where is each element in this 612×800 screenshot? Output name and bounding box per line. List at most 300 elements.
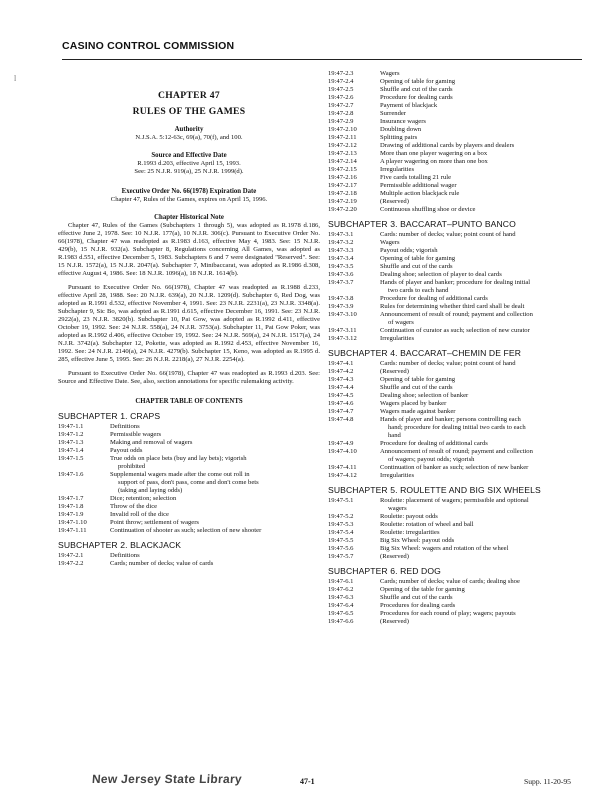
toc-title-line: Making and removal of wagers <box>110 439 193 446</box>
left-toc-sections <box>58 412 320 568</box>
supplement-date: Supp. 11-20-95 <box>524 777 571 786</box>
toc-section-title <box>110 471 320 495</box>
toc-entry <box>328 327 590 335</box>
toc-title-line: Supplemental wagers made after the come out roll in <box>110 471 250 478</box>
toc-entry <box>328 78 590 86</box>
toc-section-title <box>380 416 590 440</box>
toc-section-title <box>380 182 590 190</box>
source-heading: Source and Effective Date <box>151 152 227 159</box>
toc-section-number: 19:47-2.3 <box>328 70 354 77</box>
toc-section-number: 19:47-6.3 <box>328 594 354 601</box>
toc-section-number: 19:47-3.11 <box>328 327 357 334</box>
toc-entry <box>328 392 590 400</box>
toc-section-title <box>380 110 590 118</box>
toc-entry <box>328 400 590 408</box>
toc-entry <box>328 126 590 134</box>
toc-entry <box>58 503 320 511</box>
source-line-1: R.1993 d.203, effective April 15, 1993. <box>137 160 241 167</box>
toc-section-title <box>380 86 590 94</box>
toc-entry <box>328 464 590 472</box>
toc-section-title <box>380 448 590 464</box>
toc-entry <box>328 408 590 416</box>
toc-title-line: prohibited <box>118 463 146 470</box>
toc-entry <box>328 303 590 311</box>
page-number: 47-1 <box>300 777 315 786</box>
toc-section-number: 19:47-3.2 <box>328 239 354 246</box>
toc-section-number: 19:47-2.7 <box>328 102 354 109</box>
toc-title-line: Roulette: payout odds <box>380 513 438 520</box>
toc-title-line: Dealing shoe; selection of banker <box>380 392 469 399</box>
toc-section-title <box>380 610 590 618</box>
toc-section-number: 19:47-5.5 <box>328 537 354 544</box>
toc-entry <box>328 440 590 448</box>
subchapter-heading: SUBCHAPTER 6. RED DOG <box>328 566 441 576</box>
toc-section-number: 19:47-2.16 <box>328 174 357 181</box>
toc-section-number: 19:47-4.12 <box>328 472 357 479</box>
historical-note-heading: Chapter Historical Note <box>154 214 224 221</box>
toc-section-title <box>380 134 590 142</box>
toc-entry <box>328 231 590 239</box>
toc-section-title <box>380 537 590 545</box>
toc-section-number: 19:47-2.4 <box>328 78 354 85</box>
toc-section-number: 19:47-1.1 <box>58 423 84 430</box>
toc-section-title <box>380 158 590 166</box>
toc-entry <box>328 376 590 384</box>
toc-section-number: 19:47-2.20 <box>328 206 357 213</box>
subchapter-entries <box>328 360 590 480</box>
toc-entry <box>328 198 590 206</box>
right-toc-sections <box>328 220 590 626</box>
toc-entry <box>328 279 590 295</box>
toc-title-line: Announcement of result of round; payment and collection <box>380 311 533 318</box>
toc-title-line: True odds on place bets (buy and lay bets); vigorish <box>110 455 247 462</box>
toc-section-title <box>380 464 590 472</box>
toc-title-line: Continuation of banker as such; selection of new banker <box>380 464 529 471</box>
toc-section-number: 19:47-2.6 <box>328 94 354 101</box>
toc-section-title <box>110 560 320 568</box>
toc-section-number: 19:47-5.1 <box>328 497 354 504</box>
toc-entry <box>58 431 320 439</box>
toc-title-line: Roulette: placement of wagers; permissible and optional <box>380 497 529 504</box>
toc-section-title <box>380 271 590 279</box>
toc-section-number: 19:47-4.9 <box>328 440 354 447</box>
toc-section-number: 19:47-2.13 <box>328 150 357 157</box>
toc-section-number: 19:47-2.17 <box>328 182 357 189</box>
toc-section-title <box>110 423 320 431</box>
toc-section-number: 19:47-1.5 <box>58 455 84 462</box>
toc-entry <box>328 150 590 158</box>
toc-title-line: Wagers <box>380 70 400 77</box>
toc-section-title <box>380 198 590 206</box>
toc-entry <box>58 447 320 455</box>
toc-section-number: 19:47-1.9 <box>58 511 84 518</box>
toc-section-number: 19:47-2.5 <box>328 86 354 93</box>
running-header: CASINO CONTROL COMMISSION <box>62 40 235 52</box>
toc-entry <box>328 384 590 392</box>
toc-section-number: 19:47-2.8 <box>328 110 354 117</box>
toc-section-number: 19:47-2.10 <box>328 126 357 133</box>
toc-entry <box>328 448 590 464</box>
authority-text: N.J.S.A. 5:12-63c, 69(a), 70(f), and 100. <box>135 134 243 141</box>
toc-section-title <box>380 231 590 239</box>
toc-title-line: of wagers; payout odds; vigorish <box>388 456 475 463</box>
toc-section-number: 19:47-5.6 <box>328 545 354 552</box>
toc-section-title <box>380 190 590 198</box>
toc-section-title <box>110 552 320 560</box>
toc-section-number: 19:47-5.2 <box>328 513 354 520</box>
toc-title-line: Payout odds; vigorish <box>380 247 438 254</box>
toc-section-title <box>380 247 590 255</box>
toc-entry <box>328 182 590 190</box>
toc-section-title <box>380 360 590 368</box>
toc-title-line: (Reserved) <box>380 368 409 375</box>
toc-section-title <box>380 303 590 311</box>
toc-entry <box>58 455 320 471</box>
toc-title-line: Procedure for dealing of additional cards <box>380 295 488 302</box>
toc-section-title <box>380 529 590 537</box>
executive-order-heading: Executive Order No. 66(1978) Expiration Date <box>121 188 257 195</box>
toc-title-line: Continuation of shooter as such; selection of new shooter <box>110 527 262 534</box>
toc-entry <box>328 263 590 271</box>
toc-section-number: 19:47-6.6 <box>328 618 354 625</box>
toc-section-number: 19:47-2.19 <box>328 198 357 205</box>
toc-title-line: Continuous shuffling shoe or device <box>380 206 476 213</box>
toc-title-line: Opening of table for gaming <box>380 376 456 383</box>
toc-section-number: 19:47-4.4 <box>328 384 354 391</box>
toc-title-line: Irregularities <box>380 335 415 342</box>
toc-section-number: 19:47-5.4 <box>328 529 354 536</box>
toc-entry <box>58 423 320 431</box>
toc-entry <box>58 552 320 560</box>
toc-entry <box>58 527 320 535</box>
toc-title-line: Multiple action blackjack rule <box>380 190 460 197</box>
historical-note-paragraph-1: Chapter 47, Rules of the Games (Subchapters 1 through 5), was adopted as R.1978 d.186, effective June 2, 1978. See: 10 N.J.R. 177(a), 10 N.J.R. 306(c). Pursuant to Executive Order No. 66(1978), Chapter 47 was readopted as R.1983 d.163, effective May 4, 1983. See: 15 N.J.R. 429(b), 15 N.J.R. 932(a). Subchapter 8, Regulations concerning All Games, was adopted as R.1983 d.551, effective December 5, 1983. Subchapters 6 and 7 were designated "Reserved". See: 15 N.J.R. 1572(a), 15 N.J.R. 2047(a). Subchapter 7, Minibaccarat, was adopted as R.1986 d.308, effective August 4, 1986. See: 18 N.J.R. 1096(a), 18 N.J.R. 1614(b). <box>58 222 320 277</box>
blackjack-toc-continued <box>328 70 590 214</box>
toc-entry <box>328 521 590 529</box>
toc-section-number: 19:47-1.8 <box>58 503 84 510</box>
toc-entry <box>328 174 590 182</box>
toc-title-line: Surrender <box>380 110 406 117</box>
toc-section-number: 19:47-5.7 <box>328 553 354 560</box>
toc-title-line: Dice; retention; selection <box>110 495 177 502</box>
toc-section-title <box>380 70 590 78</box>
toc-section-title <box>380 586 590 594</box>
toc-section-number: 19:47-4.8 <box>328 416 354 423</box>
toc-entry <box>328 594 590 602</box>
toc-section-title <box>110 519 320 527</box>
toc-section-number: 19:47-3.10 <box>328 311 357 318</box>
header-rule <box>62 59 582 60</box>
toc-section-title <box>380 513 590 521</box>
toc-section-title <box>110 455 320 471</box>
toc-section-number: 19:47-2.15 <box>328 166 357 173</box>
toc-section-title <box>380 263 590 271</box>
toc-title-line: Doubling down <box>380 126 422 133</box>
toc-title-line: Five cards totalling 21 rule <box>380 174 452 181</box>
toc-section-title <box>380 578 590 586</box>
toc-entry <box>328 271 590 279</box>
toc-section-title <box>380 602 590 610</box>
toc-section-title <box>380 392 590 400</box>
toc-section-number: 19:47-3.9 <box>328 303 354 310</box>
toc-title-line: Shuffle and cut of the cards <box>380 86 453 93</box>
toc-title-line: Big Six Wheel: wagers and rotation of the wheel <box>380 545 509 552</box>
toc-section-title <box>380 206 590 214</box>
toc-title-line: support of pass, don't pass, come and don't come bets <box>118 479 259 486</box>
toc-section-title <box>110 527 320 535</box>
toc-section-number: 19:47-3.12 <box>328 335 357 342</box>
authority-heading: Authority <box>174 126 204 133</box>
toc-entry <box>328 602 590 610</box>
toc-entry <box>58 519 320 527</box>
toc-title-line: Roulette: irregularities <box>380 529 440 536</box>
toc-title-line: Insurance wagers <box>380 118 426 125</box>
toc-section-title <box>380 150 590 158</box>
toc-entry <box>328 537 590 545</box>
toc-section-number: 19:47-6.2 <box>328 586 354 593</box>
toc-section-number: 19:47-6.4 <box>328 602 354 609</box>
toc-title-line: More than one player wagering on a box <box>380 150 488 157</box>
chapter-title: RULES OF THE GAMES <box>132 106 246 117</box>
toc-title-line: of wagers <box>388 319 414 326</box>
toc-entry <box>328 110 590 118</box>
toc-section-number: 19:47-2.14 <box>328 158 357 165</box>
toc-entry <box>328 255 590 263</box>
toc-section-number: 19:47-3.7 <box>328 279 354 286</box>
toc-section-title <box>380 174 590 182</box>
toc-title-line: (Reserved) <box>380 198 409 205</box>
toc-entry <box>58 560 320 568</box>
toc-entry <box>328 86 590 94</box>
toc-section-title <box>380 545 590 553</box>
toc-entry <box>328 70 590 78</box>
right-column <box>328 70 590 626</box>
toc-section-title <box>110 511 320 519</box>
toc-section-title <box>380 142 590 150</box>
subchapter-heading: SUBCHAPTER 2. BLACKJACK <box>58 540 182 550</box>
toc-section-number: 19:47-1.7 <box>58 495 84 502</box>
toc-section-title <box>110 447 320 455</box>
toc-title-line: hand; procedure for dealing initial two cards to each <box>388 424 526 431</box>
toc-entry <box>328 190 590 198</box>
toc-section-title <box>380 384 590 392</box>
toc-title-line: Big Six Wheel: payout odds <box>380 537 455 544</box>
toc-title-line: Throw of the dice <box>110 503 158 510</box>
toc-section-title <box>380 118 590 126</box>
toc-title-line: Permissible wagers <box>110 431 162 438</box>
toc-entry <box>328 118 590 126</box>
toc-title-line: Continuation of curator as such; selection of new curator <box>380 327 530 334</box>
toc-title-line: Payout odds <box>110 447 143 454</box>
toc-entry <box>58 439 320 447</box>
library-stamp: New Jersey State Library <box>91 772 243 786</box>
subchapter-heading: SUBCHAPTER 5. ROULETTE AND BIG SIX WHEELS <box>328 485 541 495</box>
toc-section-number: 19:47-1.4 <box>58 447 84 454</box>
toc-section-number: 19:47-6.1 <box>328 578 354 585</box>
toc-section-title <box>380 594 590 602</box>
toc-section-title <box>380 279 590 295</box>
toc-title-line: Permissible additional wager <box>380 182 457 189</box>
toc-entry <box>328 545 590 553</box>
toc-title-line: Announcement of result of round; payment and collection <box>380 448 533 455</box>
toc-section-number: 19:47-5.3 <box>328 521 354 528</box>
source-line-2: See: 25 N.J.R. 919(a), 25 N.J.R. 1999(d). <box>134 168 244 175</box>
toc-title-line: Wagers placed by banker <box>380 400 447 407</box>
toc-entry <box>328 311 590 327</box>
toc-title-line: Dealing shoe; selection of player to deal cards <box>380 271 502 278</box>
toc-title-line: Hands of player and banker; persons controlling each <box>380 416 521 423</box>
toc-section-title <box>380 618 590 626</box>
toc-title-line: Splitting pairs <box>380 134 418 141</box>
toc-section-title <box>380 335 590 343</box>
toc-title-line: Cards; number of decks; value of cards; dealing shoe <box>380 578 520 585</box>
toc-title-line: Procedure for dealing cards <box>380 94 453 101</box>
toc-entry <box>328 497 590 513</box>
left-column <box>58 70 320 568</box>
toc-entry <box>328 472 590 480</box>
toc-title-line: Rules for determining whether third card shall be dealt <box>380 303 525 310</box>
toc-section-number: 19:47-2.12 <box>328 142 357 149</box>
toc-entry <box>328 368 590 376</box>
toc-title-line: (Reserved) <box>380 618 409 625</box>
toc-title-line: Wagers made against banker <box>380 408 456 415</box>
toc-section-number: 19:47-1.11 <box>58 527 87 534</box>
toc-title-line: (taking and laying odds) <box>118 487 183 494</box>
toc-section-title <box>380 497 590 513</box>
toc-entry <box>328 102 590 110</box>
toc-title-line: Cards; number of decks; value of cards <box>110 560 214 567</box>
toc-title-line: Opening of table for gaming <box>380 255 456 262</box>
toc-title-line: Procedure for dealing of additional cards <box>380 440 488 447</box>
toc-section-title <box>380 102 590 110</box>
subchapter-heading: SUBCHAPTER 4. BACCARAT–CHEMIN DE FER <box>328 348 522 358</box>
toc-title-line: Hands of player and banker; procedure for dealing initial <box>380 279 531 286</box>
toc-section-title <box>380 94 590 102</box>
toc-section-title <box>380 376 590 384</box>
toc-section-title <box>380 553 590 561</box>
toc-title-line: Shuffle and cut of the cards <box>380 594 453 601</box>
toc-section-title <box>380 295 590 303</box>
subchapter-entries <box>58 423 320 535</box>
toc-section-title <box>380 408 590 416</box>
toc-section-number: 19:47-2.11 <box>328 134 357 141</box>
toc-section-title <box>380 239 590 247</box>
toc-section-number: 19:47-4.11 <box>328 464 357 471</box>
toc-entry <box>328 529 590 537</box>
toc-section-title <box>380 521 590 529</box>
toc-section-title <box>380 400 590 408</box>
toc-section-number: 19:47-1.6 <box>58 471 84 478</box>
toc-section-number: 19:47-2.9 <box>328 118 354 125</box>
toc-section-number: 19:47-1.2 <box>58 431 84 438</box>
toc-title-line: Irregularities <box>380 166 415 173</box>
toc-entry <box>328 158 590 166</box>
toc-title-line: (Reserved) <box>380 553 409 560</box>
toc-entry <box>328 239 590 247</box>
toc-section-title <box>380 166 590 174</box>
toc-section-number: 19:47-3.1 <box>328 231 354 238</box>
toc-section-title <box>380 368 590 376</box>
toc-section-title <box>380 440 590 448</box>
toc-title-line: Procedures for each round of play; wagers; payouts <box>380 610 516 617</box>
subchapter-entries <box>328 578 590 626</box>
toc-title-line: A player wagering on more than one box <box>380 158 488 165</box>
toc-title-line: two cards to each hand <box>388 287 449 294</box>
toc-title-line: Wagers <box>380 239 400 246</box>
toc-title-line: Opening of table for gaming <box>380 78 456 85</box>
toc-title-line: Point throw; settlement of wagers <box>110 519 199 526</box>
toc-title-line: Roulette: rotation of wheel and ball <box>380 521 474 528</box>
toc-section-number: 19:47-6.5 <box>328 610 354 617</box>
toc-title-line: Drawing of additional cards by players and dealers <box>380 142 515 149</box>
toc-title-line: Cards: number of decks; value; point count of hand <box>380 360 516 367</box>
toc-section-number: 19:47-4.2 <box>328 368 354 375</box>
toc-entry <box>58 511 320 519</box>
toc-section-title <box>380 126 590 134</box>
table-of-contents-heading: CHAPTER TABLE OF CONTENTS <box>135 398 243 405</box>
margin-mark: l <box>14 74 17 83</box>
toc-entry <box>328 166 590 174</box>
toc-entry <box>58 495 320 503</box>
toc-entry <box>328 586 590 594</box>
executive-order-text: Chapter 47, Rules of the Games, expires on April 15, 1996. <box>110 196 268 203</box>
toc-section-number: 19:47-2.2 <box>58 560 84 567</box>
toc-title-line: Procedures for dealing cards <box>380 602 456 609</box>
toc-section-title <box>380 255 590 263</box>
toc-section-title <box>380 311 590 327</box>
toc-section-number: 19:47-1.3 <box>58 439 84 446</box>
toc-title-line: Definitions <box>110 423 140 430</box>
toc-title-line: Shuffle and cut of the cards <box>380 384 453 391</box>
toc-entry <box>328 578 590 586</box>
toc-entry <box>328 94 590 102</box>
subchapter-entries <box>58 552 320 568</box>
toc-section-title <box>380 327 590 335</box>
toc-section-title <box>110 431 320 439</box>
toc-section-title <box>110 439 320 447</box>
toc-section-number: 19:47-4.7 <box>328 408 354 415</box>
subchapter-heading: SUBCHAPTER 3. BACCARAT–PUNTO BANCO <box>328 219 516 229</box>
toc-title-line: Cards: number of decks; value; point count of hand <box>380 231 516 238</box>
toc-title-line: Definitions <box>110 552 140 559</box>
historical-note-paragraph-2: Pursuant to Executive Order No. 66(1978), Chapter 47 was readopted as R.1988 d.233, effective April 28, 1988. See: 20 N.J.R. 639(a), 20 N.J.R. 1209(d). Subchapter 6, Red Dog, was adopted as R.1991 d.532, effective November 4, 1991. See: 23 N.J.R. 2231(a), 23 N.J.R. 3348(a). Subchapter 9, Sic Bo, was adopted as R.1991 d.615, effective December 16, 1991. See: 23 N.J.R. 2922(a), 23 N.J.R. 3820(b). Subchapter 10, Pai Gow, was adopted as R.1992 d.411, effective October 19, 1992. See: 24 N.J.R. 558(a), 24 N.J.R. 3753(a). Subchapter 11, Pai Gow Poker, was adopted as R.1992 d.406, effective October 19, 1992. See: 24 N.J.R. 569(a), 24 N.J.R. 1517(a), 24 N.J.R. 3742(a). Subchapter 12, Pokette, was adopted as R.1992 d.453, effective November 16, 1992. See: 24 N.J.R. 2140(a), 24 N.J.R. 4279(b). Subchapter 15, Keno, was adopted as R.1995 d. 285, effective June 5, 1995. See: 26 N.J.R. 2218(a), 27 N.J.R. 2254(a). <box>58 284 320 363</box>
toc-section-number: 19:47-3.8 <box>328 295 354 302</box>
toc-section-title <box>110 495 320 503</box>
toc-entry <box>328 206 590 214</box>
toc-section-number: 19:47-4.10 <box>328 448 357 455</box>
toc-entry <box>328 416 590 440</box>
toc-section-number: 19:47-3.3 <box>328 247 354 254</box>
subchapter-entries <box>328 497 590 561</box>
toc-section-number: 19:47-4.5 <box>328 392 354 399</box>
toc-section-number: 19:47-4.6 <box>328 400 354 407</box>
toc-section-number: 19:47-1.10 <box>58 519 87 526</box>
toc-section-number: 19:47-3.6 <box>328 271 354 278</box>
toc-entry <box>328 335 590 343</box>
toc-entry <box>328 360 590 368</box>
toc-entry <box>58 471 320 495</box>
toc-section-number: 19:47-4.3 <box>328 376 354 383</box>
toc-section-title <box>110 503 320 511</box>
toc-section-title <box>380 78 590 86</box>
toc-title-line: Irregularities <box>380 472 415 479</box>
toc-entry <box>328 247 590 255</box>
subchapter-heading: SUBCHAPTER 1. CRAPS <box>58 411 161 421</box>
toc-title-line: Invalid roll of the dice <box>110 511 169 518</box>
toc-entry <box>328 610 590 618</box>
toc-section-number: 19:47-3.4 <box>328 255 354 262</box>
toc-title-line: Shuffle and cut of the cards <box>380 263 453 270</box>
